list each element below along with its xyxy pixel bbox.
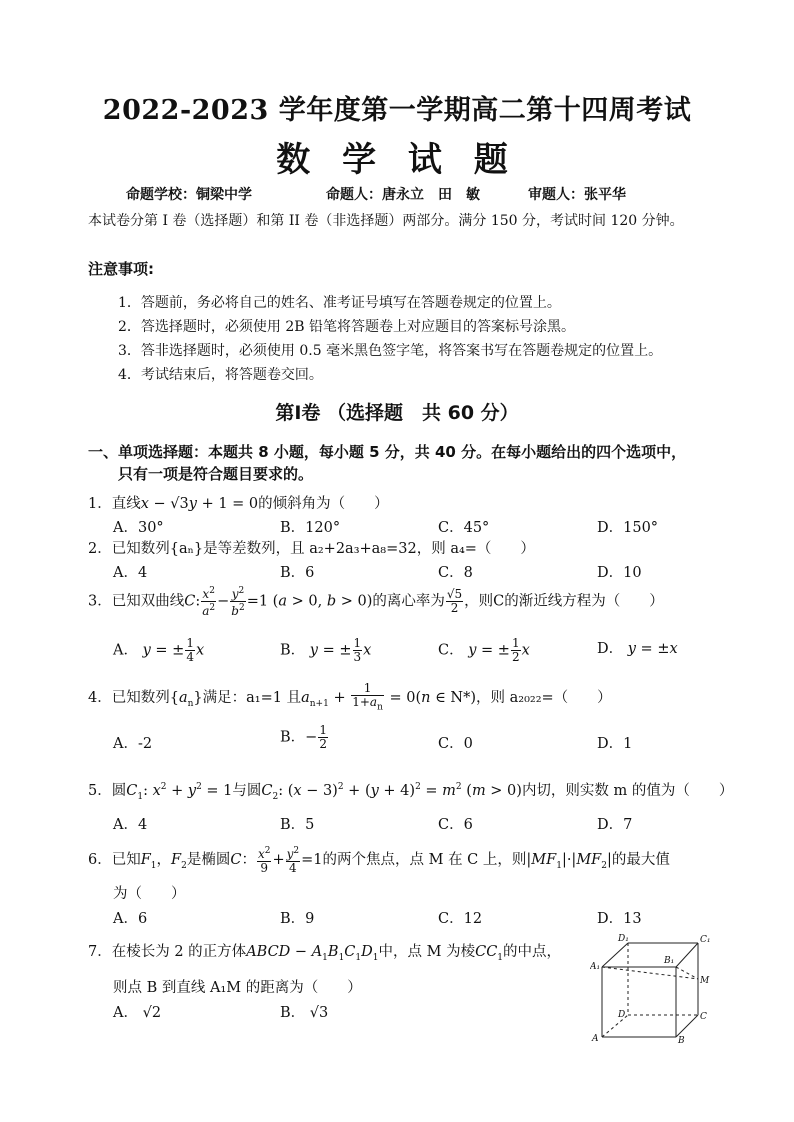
question-3: 3．已知双曲线C: $\frac{x^2}{a^2}$ − $\frac{y^2}{b^2}$ =1 (a > 0, b > 0)的离心率为 $\frac{√5}{2}$ ，则C的渐近线方程为（ ） [88,586,664,618]
question-1: 1．直线x − √3y + 1 = 0的倾斜角为（ ） [88,496,389,512]
question-text: 直线 [111,496,141,512]
question-text: 的最大值 [611,852,670,868]
question-6-line2: 为（ ） [113,886,186,902]
option-d: D．7 [597,817,633,833]
note-item: 2．答选择题时，必须使用 2B 铅笔将答题卷上对应题目的答案标号涂黑。 [118,319,576,335]
option-a: A．6 [113,911,148,927]
question-text: 已知 [111,852,141,868]
question-text: 的中点， [503,944,562,960]
cube-diagram [590,933,720,1045]
exam-title: 2022-2023 学年度第一学期高二第十四周考试 [102,95,692,126]
question-number: 1． [88,496,112,512]
note-item: 1．答题前，务必将自己的姓名、准考证号填写在答题卷规定的位置上。 [118,295,561,311]
part-heading-line2: 只有一项是符合题目要求的。 [118,465,314,483]
label-C: C [700,1012,707,1022]
reviewer-name: 审题人：张平华 [528,187,626,203]
setter-names: 命题人：唐永立 田 敏 [326,187,480,203]
option-b: B．120° [280,520,341,536]
question-number: 7． [88,944,112,960]
edge-A1D1 [602,943,628,967]
edge-BC [676,1015,698,1037]
option-b: B．9 [280,911,315,927]
question-number: 2． [88,541,112,557]
label-D1: D₁ [618,934,629,944]
question-text: 的倾斜角为（ ） [258,496,389,512]
label-D: D [618,1010,626,1020]
note-item: 3．答非选择题时，必须使用 0.5 毫米黑色签字笔，将答案书写在答题卷规定的位置上。 [118,343,663,359]
option-b: B． y = ± $\frac{1}{3}$ x [280,636,372,664]
option-a: A． y = ± $\frac{1}{4}$ x [113,636,205,664]
option-d: D．13 [597,911,642,927]
question-7: 7．在棱长为 2 的正方体ABCD − $A_1B_1C_1D_1$中，点 M 为棱$CC_1$的中点， [88,944,562,963]
question-text: ，则C的渐近线方程为（ ） [464,593,664,610]
part-heading [88,441,686,485]
option-c: C．12 [438,911,483,927]
edge-B1C1 [676,943,698,967]
question-text: 圆 [111,783,127,799]
option-a: A．30° [113,520,164,536]
question-text: 是椭圆 [186,852,231,868]
question-6: 6．已知$F_1$，$F_2$是椭圆C： $\frac{x^2}{9}$ + $\frac{y^2}{4}$ =1的两个焦点，点 M 在 C 上，则$|MF_1|\cdot|MF_2|$的最大值 [88,846,670,875]
option-d: D． y = ±x [597,641,678,657]
question-number: 5． [88,783,112,799]
question-2 [88,537,535,558]
option-a: A． √2 [113,1005,162,1021]
option-a: A．4 [113,817,148,833]
label-B: B [678,1036,685,1045]
question-number: 3． [88,593,112,610]
option-d: D．10 [597,565,642,581]
part-heading-line1: 一、单项选择题：本题共 8 小题，每小题 5 分，共 40 分。在每小题给出的四个选项中， [88,443,687,461]
option-b: B．6 [280,565,315,581]
option-c: C． y = ± $\frac{1}{2}$ x [438,636,530,664]
option-b: B． √3 [280,1005,329,1021]
option-c: C．0 [438,736,473,752]
option-b: B．5 [280,817,315,833]
question-text: 在棱长为 2 的正方体 [111,944,247,960]
question-number: 4． [88,690,112,707]
label-A: A [592,1034,599,1044]
option-c: C．6 [438,817,473,833]
question-text: 满足：a₁=1 且 [202,690,302,707]
question-text: 已知数列{aₙ}是等差数列，且 a₂+2a₃+a₈=32，则 a₄=（ ） [111,541,535,557]
option-d: D．1 [597,736,633,752]
subject-title: 数 学 试 题 [276,140,518,180]
question-7-line2: 则点 B 到直线 A₁M 的距离为（ ） [113,980,362,996]
section-heading: 第Ⅰ卷 （选择题 共 60 分） [275,402,519,424]
question-text: ，则 a₂₀₂₂=（ ） [476,690,612,707]
label-M: M [700,976,710,986]
option-c: C．8 [438,565,473,581]
question-text: 的离心率为 [372,593,445,610]
question-text: 内切，则实数 m 的值为（ ） [521,783,734,799]
label-A1: A₁ [590,962,601,972]
question-text: 与圆 [232,783,262,799]
segment-A1M [602,967,698,979]
question-4: 4．已知数列$\{a_n\}$满足：a₁=1 且$a_{n+1}$ + $\frac{1}{1+a_n}$ = 0(n ∈ N*)，则 a₂₀₂₂=（ ） [88,681,612,713]
option-b: B．− $\frac{1}{2}$ [280,723,327,751]
exam-intro: 本试卷分第 I 卷（选择题）和第 II 卷（非选择题）两部分。满分 150 分，考试时间 120 分钟。 [88,213,684,229]
label-B1: B₁ [664,956,675,966]
option-c: C．45° [438,520,490,536]
question-5: 5．圆$C_1$: $x^2 + y^2 = 1$与圆$C_2$: $(x - 3)^2 + (y + 4)^2 = m^2$ (m > 0)内切，则实数 m 的值为（ ） [88,782,734,802]
question-text: 中，点 M 为棱 [378,944,476,960]
setter-school: 命题学校：铜梁中学 [126,187,252,203]
option-d: D．150° [597,520,659,536]
question-number: 6． [88,852,112,868]
notes-title: 注意事项: [88,260,154,278]
question-text: 的两个焦点，点 M 在 C 上，则 [322,852,527,868]
question-text: 已知双曲线 [111,593,185,610]
option-a: A．-2 [113,736,153,752]
label-C1: C₁ [700,935,711,945]
question-text: 已知数列 [111,690,170,707]
note-item: 4．考试结束后，将答题卷交回。 [118,367,323,383]
option-a: A．4 [113,565,148,581]
